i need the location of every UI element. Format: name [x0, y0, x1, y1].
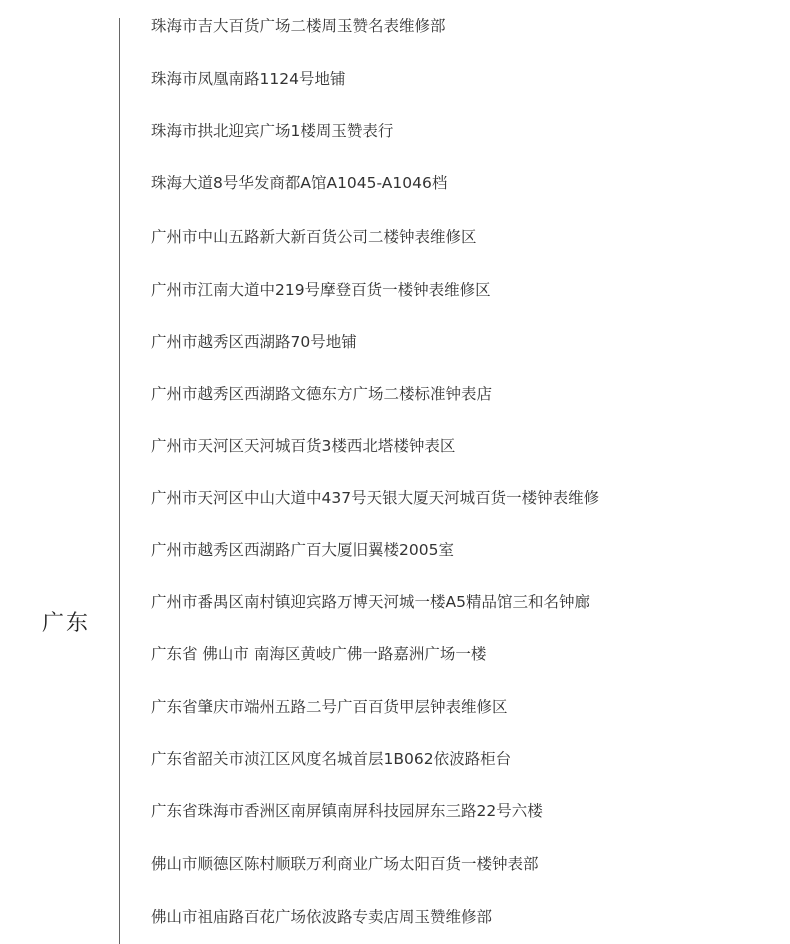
- address-item: 广州市天河区中山大道中437号天银大厦天河城百货一楼钟表维修: [151, 489, 600, 507]
- region-label: 广东: [42, 611, 91, 636]
- address-item: 广东省 佛山市 南海区黄岐广佛一路嘉洲广场一楼: [151, 645, 487, 663]
- address-item: 珠海市凤凰南路1124号地铺: [151, 70, 346, 88]
- address-item: 广州市越秀区西湖路文德东方广场二楼标准钟表店: [151, 385, 493, 403]
- address-item: 佛山市顺德区陈村顺联万利商业广场太阳百货一楼钟表部: [151, 855, 539, 873]
- vertical-divider: [119, 18, 120, 944]
- address-item: 广州市越秀区西湖路70号地铺: [151, 333, 357, 351]
- address-item: 广州市越秀区西湖路广百大厦旧翼楼2005室: [151, 541, 454, 559]
- address-item: 佛山市祖庙路百花广场依波路专卖店周玉赞维修部: [151, 908, 493, 926]
- address-item: 珠海市吉大百货广场二楼周玉赞名表维修部: [151, 17, 446, 35]
- address-item: 珠海市拱北迎宾广场1楼周玉赞表行: [151, 122, 394, 140]
- address-item: 珠海大道8号华发商都A馆A1045-A1046档: [151, 174, 448, 192]
- address-item: 广州市江南大道中219号摩登百货一楼钟表维修区: [151, 281, 491, 299]
- address-item: 广东省肇庆市端州五路二号广百百货甲层钟表维修区: [151, 698, 508, 716]
- address-item: 广州市中山五路新大新百货公司二楼钟表维修区: [151, 228, 477, 246]
- address-item: 广州市天河区天河城百货3楼西北塔楼钟表区: [151, 437, 456, 455]
- address-item: 广东省珠海市香洲区南屏镇南屏科技园屏东三路22号六楼: [151, 802, 543, 820]
- address-item: 广东省韶关市浈江区风度名城首层1B062依波路柜台: [151, 750, 512, 768]
- address-item: 广州市番禺区南村镇迎宾路万博天河城一楼A5精品馆三和名钟廊: [151, 593, 590, 611]
